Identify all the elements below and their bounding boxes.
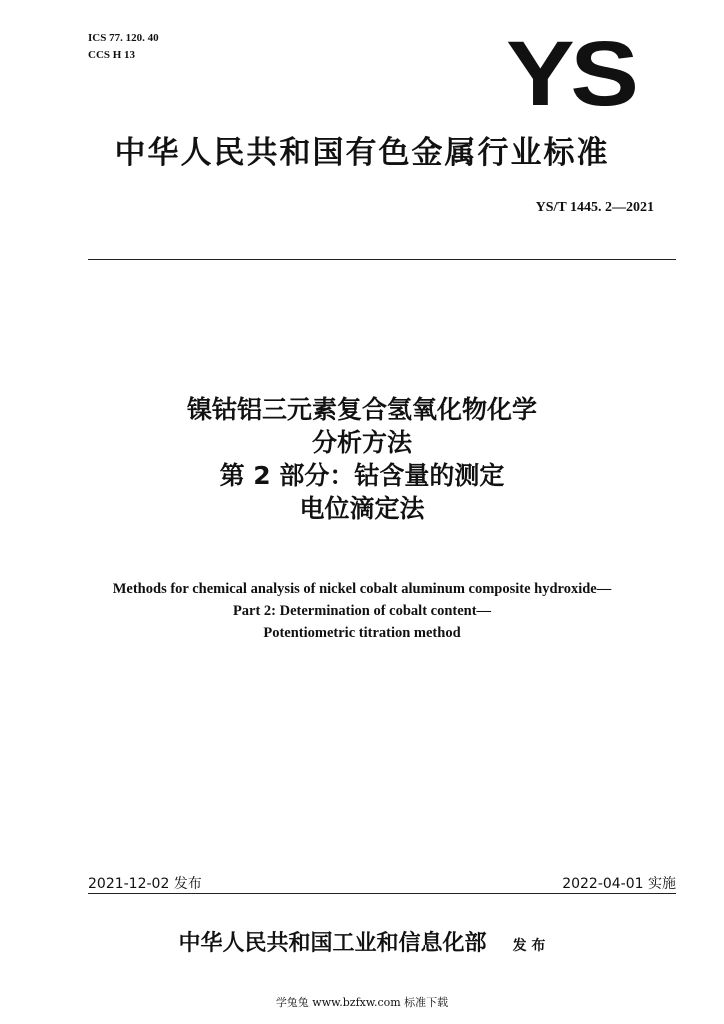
chinese-title-line-3: 第 2 部分：钴含量的测定 [219,461,505,490]
ccs-code: CCS H 13 [88,49,136,61]
english-title-line-2: Part 2: Determination of cobalt content— [232,603,492,619]
publisher-name: 中华人民共和国工业和信息化部 [178,931,487,956]
issue-date: 2021-12-02 发布 [88,876,202,892]
publisher [0,926,724,957]
bottom-divider [88,893,676,894]
chinese-title-line-2: 分析方法 [311,428,412,457]
ics-code: ICS 77. 120. 40 [88,32,159,44]
industry-standard-heading: 中华人民共和国有色金属行业标准 [114,135,610,171]
chinese-title-line-4: 电位滴定法 [299,494,425,523]
implementation-date: 2022-04-01 实施 [562,876,676,892]
english-title [0,578,724,644]
publisher-suffix: 发 布 [512,938,546,954]
standard-number: YS/T 1445. 2—2021 [535,200,654,215]
ys-logo: YS [506,23,635,125]
top-divider [88,259,676,260]
footer-watermark: 学兔兔 www.bzfxw.com 标准下载 [275,996,449,1009]
chinese-title [0,393,724,525]
chinese-title-line-1: 镍钴铝三元素复合氢氧化物化学 [186,395,537,424]
classification-codes [88,30,159,64]
english-title-line-3: Potentiometric titration method [263,625,461,641]
english-title-line-1: Methods for chemical analysis of nickel cobalt aluminum composite hydroxide— [112,581,612,597]
